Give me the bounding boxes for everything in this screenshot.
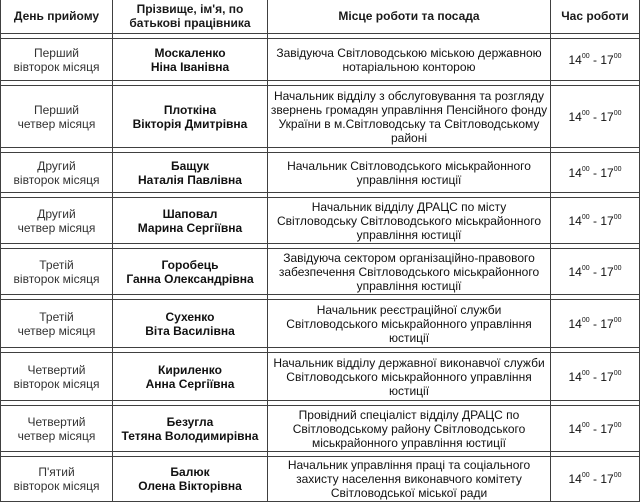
- place-cell-line: Світловодського міськрайонного управління: [286, 316, 532, 331]
- day-cell-line: вівторок місяця: [13, 376, 100, 391]
- place-cell-line: юстиції: [388, 383, 430, 398]
- time-cell: [551, 353, 640, 401]
- table-row: [1, 39, 640, 81]
- place-cell-line: Начальник відділу ДРАЦС по місту: [311, 199, 507, 214]
- place-cell: [268, 406, 551, 452]
- header-name: Прізвище, ім'я, по батькові працівника: [113, 0, 268, 34]
- time-start: 14: [568, 109, 582, 124]
- time-cell: [551, 406, 640, 452]
- day-cell-line: Четвертий: [27, 414, 86, 429]
- time-start-minutes: 00: [581, 421, 590, 429]
- table-row: [1, 406, 640, 452]
- day-cell-line: вівторок місяця: [13, 271, 100, 286]
- name-cell: [113, 406, 268, 452]
- time-separator: -: [589, 472, 601, 486]
- day-cell-line: Третій: [39, 309, 74, 324]
- place-cell-line: забезпечення Світловодського міськрайонного: [278, 264, 540, 279]
- time-end: 17: [600, 472, 614, 486]
- name-cell-line: Плоткіна: [163, 102, 217, 117]
- name-cell-line: Москаленко: [154, 45, 226, 60]
- place-cell-line: районі: [390, 130, 428, 145]
- name-cell: [113, 198, 268, 244]
- place-cell: [268, 198, 551, 244]
- table-row: [1, 198, 640, 244]
- place-cell-line: нотаріальною конторою: [342, 59, 476, 74]
- day-cell: [1, 406, 113, 452]
- time-start-minutes: 00: [581, 369, 590, 377]
- place-cell: [268, 249, 551, 295]
- time-start-minutes: 00: [581, 109, 590, 117]
- time-start: 14: [568, 369, 582, 384]
- time-separator: -: [589, 109, 601, 124]
- name-cell-line: Віта Василівна: [145, 323, 235, 338]
- time-end-minutes: 00: [613, 109, 622, 117]
- time-start-minutes: 00: [581, 213, 590, 221]
- time-end: 17: [600, 165, 614, 180]
- time-cell: [551, 153, 640, 193]
- time-cell: [551, 86, 640, 148]
- schedule-body: [1, 34, 640, 502]
- time-separator: -: [589, 369, 601, 384]
- day-cell: [1, 249, 113, 295]
- name-cell: [113, 300, 268, 348]
- table-row: [1, 153, 640, 193]
- name-cell: [113, 249, 268, 295]
- day-cell-line: Перший: [33, 102, 79, 117]
- time-separator: -: [589, 421, 601, 436]
- header-row: [1, 0, 640, 34]
- time-separator: -: [589, 165, 601, 180]
- name-cell-line: Олена Вікторівна: [138, 479, 242, 493]
- time-start: 14: [568, 316, 582, 331]
- day-cell: [1, 300, 113, 348]
- time-start: 14: [568, 165, 582, 180]
- place-cell-line: Начальник реєстраційної служби: [316, 302, 502, 317]
- place-cell-line: Начальник відділу державної виконавчої служби: [273, 355, 545, 370]
- day-cell: [1, 153, 113, 193]
- name-cell-line: Тетяна Володимирівна: [121, 428, 259, 443]
- time-start-minutes: 00: [581, 472, 590, 479]
- time-start-minutes: 00: [581, 264, 590, 272]
- time-end: 17: [600, 213, 614, 228]
- time-end-minutes: 00: [613, 316, 622, 324]
- name-cell-line: Наталія Павлівна: [138, 172, 242, 187]
- place-cell-line: юстиції: [388, 330, 430, 345]
- header-time: Час роботи: [551, 0, 640, 34]
- time-end-minutes: 00: [613, 165, 622, 173]
- time-separator: -: [589, 52, 601, 67]
- place-cell-line: управління юстиції: [356, 227, 462, 242]
- day-cell-line: четвер місяця: [17, 428, 96, 443]
- place-cell: [268, 86, 551, 148]
- place-cell-line: Світловодському району Світловодського: [292, 421, 526, 436]
- name-cell: [113, 39, 268, 81]
- table-row: [1, 353, 640, 401]
- time-end-minutes: 00: [613, 369, 622, 377]
- name-cell-line: Шаповал: [162, 206, 218, 221]
- time-cell: [551, 198, 640, 244]
- time-end: 17: [600, 421, 614, 436]
- day-cell: [1, 198, 113, 244]
- place-cell-line: міськрайонного управління юстиції: [312, 435, 506, 450]
- place-cell: [268, 300, 551, 348]
- name-cell-line: Марина Сергіївна: [137, 220, 243, 235]
- time-cell: [551, 39, 640, 81]
- time-start-minutes: 00: [581, 316, 590, 324]
- time-start: 14: [568, 213, 582, 228]
- time-end-minutes: 00: [613, 472, 622, 479]
- place-cell-line: Завідуюча сектором організаційно-правового: [283, 250, 535, 265]
- place-cell-line: управління юстиції: [356, 172, 462, 187]
- place-cell-line: Завідуюча Світловодською міською державною: [276, 45, 542, 60]
- header-place: Місце роботи та посада: [268, 0, 551, 34]
- day-cell-line: Перший: [33, 45, 79, 60]
- time-start-minutes: 00: [581, 165, 590, 173]
- name-cell-line: Ганна Олександрівна: [126, 271, 254, 286]
- place-cell-line: звернень громадян управління Пенсійного фонду: [270, 102, 548, 117]
- header-day: День прийому: [1, 0, 113, 34]
- day-cell-line: четвер місяця: [17, 323, 96, 338]
- time-separator: -: [589, 316, 601, 331]
- time-start: 14: [568, 264, 582, 279]
- time-end-minutes: 00: [613, 52, 622, 60]
- day-cell-line: четвер місяця: [17, 220, 96, 235]
- place-cell-line: управління юстиції: [356, 278, 462, 293]
- time-end: 17: [600, 52, 614, 67]
- time-separator: -: [589, 213, 601, 228]
- time-start: 14: [568, 52, 582, 67]
- time-cell: [551, 300, 640, 348]
- day-cell-line: Третій: [39, 257, 74, 272]
- name-cell-line: Вікторія Дмитрівна: [132, 116, 248, 131]
- place-cell-line: Провідний спеціаліст відділу ДРАЦС по: [298, 407, 520, 422]
- day-cell: [1, 86, 113, 148]
- place-cell-line: Світловодську Світловодського міськрайонного: [276, 213, 542, 228]
- name-cell-line: Бащук: [170, 158, 210, 173]
- day-cell: [1, 353, 113, 401]
- name-cell-line: Безугла: [166, 414, 214, 429]
- name-cell-line: Ніна Іванівна: [150, 59, 230, 74]
- name-cell-line: Кириленко: [158, 362, 222, 377]
- time-end: 17: [600, 316, 614, 331]
- place-cell-line: захисту населення виконавчого комітету: [296, 472, 522, 486]
- day-cell-line: Четвертий: [27, 362, 86, 377]
- day-cell-line: вівторок місяця: [13, 59, 100, 74]
- name-cell: [113, 153, 268, 193]
- table-row: [1, 249, 640, 295]
- place-cell: [268, 353, 551, 401]
- name-cell-line: Горобець: [161, 257, 219, 272]
- time-cell: [551, 249, 640, 295]
- name-cell-line: Анна Сергіївна: [145, 376, 235, 391]
- place-cell-line: Начальник Світловодського міськрайонного: [287, 158, 531, 173]
- time-start: 14: [568, 472, 582, 486]
- day-cell-line: Другий: [37, 158, 76, 173]
- day-cell-line: П'ятий: [38, 465, 75, 479]
- time-end: 17: [600, 109, 614, 124]
- table-row: [1, 300, 640, 348]
- name-cell-line: Сухенко: [165, 309, 215, 324]
- time-end-minutes: 00: [613, 421, 622, 429]
- time-end-minutes: 00: [613, 213, 622, 221]
- place-cell-line: Начальник управління праці та соціального: [287, 458, 531, 472]
- day-cell: [1, 39, 113, 81]
- time-end: 17: [600, 369, 614, 384]
- time-separator: -: [589, 264, 601, 279]
- day-cell-line: Другий: [37, 206, 76, 221]
- time-end: 17: [600, 264, 614, 279]
- time-end-minutes: 00: [613, 264, 622, 272]
- place-cell-line: Світловодського міськрайонного управління: [286, 369, 532, 384]
- place-cell-line: України в м.Світловодську та Світловодському: [278, 116, 540, 131]
- table-row: [1, 86, 640, 148]
- name-cell: [113, 86, 268, 148]
- name-cell: [113, 353, 268, 401]
- place-cell-line: Світловодської міської ради: [330, 486, 488, 500]
- day-cell-line: вівторок місяця: [13, 172, 100, 187]
- time-start: 14: [568, 421, 582, 436]
- name-cell-line: Балюк: [170, 465, 210, 479]
- time-start-minutes: 00: [581, 52, 590, 60]
- place-cell: [268, 153, 551, 193]
- place-cell-line: Начальник відділу з обслуговування та розгляду: [273, 88, 545, 103]
- day-cell-line: четвер місяця: [17, 116, 96, 131]
- place-cell: [268, 39, 551, 81]
- day-cell-line: вівторок місяця: [13, 479, 100, 493]
